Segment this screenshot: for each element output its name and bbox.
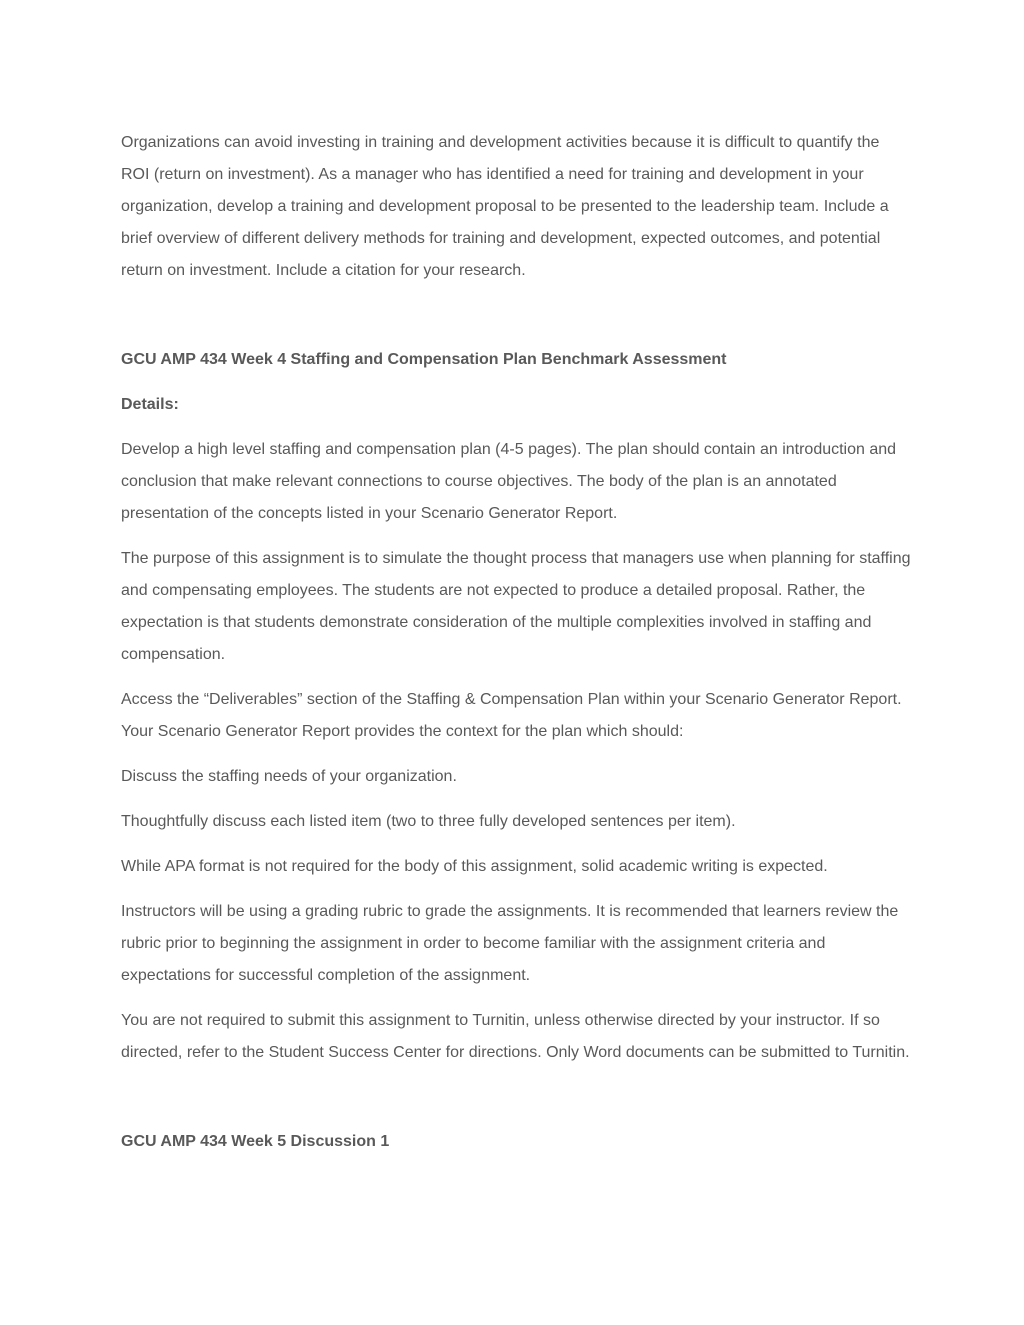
paragraph-staffing-needs: Discuss the staffing needs of your organization. bbox=[121, 768, 457, 785]
intro-paragraph: Organizations can avoid investing in training and development activities because it is difficult to quantify the ROI (return on investment). As a manager who has identified a need for training and development in your organization, develop a training and development proposal to be presented to the leadership team. Include a brief overview of different delivery methods for training and development, expected outcomes, and potential return on investment. Include a citation for your research. bbox=[121, 134, 889, 279]
document-page bbox=[121, 127, 911, 1158]
paragraph-apa-format: While APA format is not required for the body of this assignment, solid academic writing is expected. bbox=[121, 858, 828, 875]
paragraph-purpose: The purpose of this assignment is to simulate the thought process that managers use when planning for staffing and compensating employees. The students are not expected to produce a detailed proposal. Rather, the expectation is that students demonstrate consideration of the multiple complexities involved in staffing and compensation. bbox=[121, 550, 911, 663]
details-label: Details: bbox=[121, 396, 179, 413]
paragraph-discuss-items: Thoughtfully discuss each listed item (two to three fully developed sentences per item). bbox=[121, 813, 736, 830]
section-heading-week5: GCU AMP 434 Week 5 Discussion 1 bbox=[121, 1133, 390, 1150]
paragraph-deliverables: Access the “Deliverables” section of the Staffing & Compensation Plan within your Scenario Generator Report. Your Scenario Generator Report provides the context for the plan which should: bbox=[121, 691, 902, 740]
paragraph-turnitin: You are not required to submit this assignment to Turnitin, unless otherwise directed by your instructor. If so directed, refer to the Student Success Center for directions. Only Word documents can be submitted to Turnitin. bbox=[121, 1012, 910, 1061]
paragraph-rubric: Instructors will be using a grading rubric to grade the assignments. It is recommended that learners review the rubric prior to beginning the assignment in order to become familiar with the assignment criteria and expectations for successful completion of the assignment. bbox=[121, 903, 899, 984]
paragraph-plan-overview: Develop a high level staffing and compensation plan (4-5 pages). The plan should contain an introduction and conclusion that make relevant connections to course objectives. The body of the plan is an annotated presentation of the concepts listed in your Scenario Generator Report. bbox=[121, 441, 897, 522]
section-heading-week4: GCU AMP 434 Week 4 Staffing and Compensation Plan Benchmark Assessment bbox=[121, 351, 727, 368]
